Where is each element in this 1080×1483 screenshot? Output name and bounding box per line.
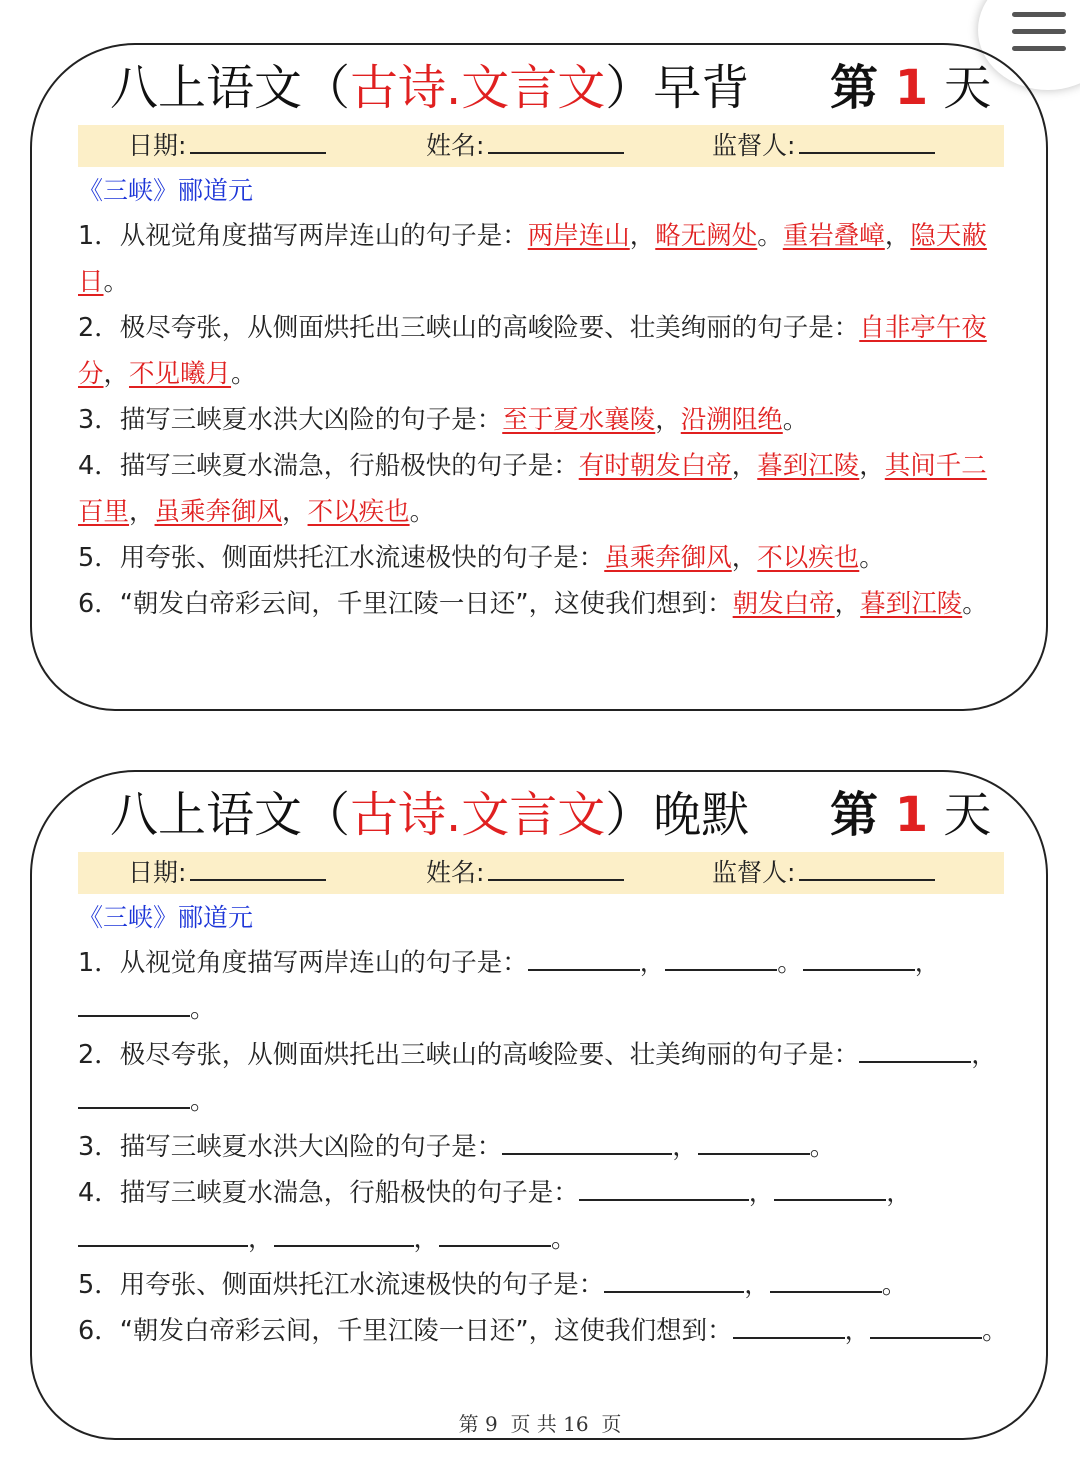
question-4: 4．描写三峡夏水湍急，行船极快的句子是：有时朝发白帝，暮到江陵，其间千二百里，虽乘奔御风，不以疾也。 [78, 451, 987, 527]
question-5: 5．用夸张、侧面烘托江水流速极快的句子是： ， 。 [78, 1262, 1008, 1308]
question-6: 6．“朝发白帝彩云间，千里江陵一日还”，这使我们想到： ， 。 [78, 1308, 1008, 1354]
question-5: 5．用夸张、侧面烘托江水流速极快的句子是：虽乘奔御风，不以疾也。 [78, 543, 885, 573]
answer-blank[interactable] [870, 1313, 982, 1339]
answer-blank[interactable] [774, 1175, 886, 1201]
answer-blank[interactable] [733, 1313, 845, 1339]
answer-blank[interactable] [528, 945, 640, 971]
card-title: 八上语文（古诗.文言文）晚默 第 1 天 [110, 782, 1010, 848]
answer-blank[interactable] [579, 1175, 749, 1201]
answer-blank[interactable] [859, 1037, 971, 1063]
day-counter: 第 1 天 [830, 787, 992, 843]
page-number: 第 9 页 共 16 页 [458, 1412, 622, 1436]
question-2: 2．极尽夸张，从侧面烘托出三峡山的高峻险要、壮美绚丽的句子是：自非亭午夜分，不见曦月。 [78, 313, 987, 389]
answer-blank[interactable] [803, 945, 915, 971]
evening-dictation-card [30, 770, 1048, 1440]
name-field[interactable]: 姓名: [426, 125, 624, 167]
card-title: 八上语文（古诗.文言文）早背 第 1 天 [110, 55, 1010, 121]
question-1: 1．从视觉角度描写两岸连山的句子是：两岸连山，略无阙处。重岩叠嶂，隐天蔽日。 [78, 221, 987, 297]
answer-blank[interactable] [698, 1129, 810, 1155]
morning-recitation-card [30, 43, 1048, 711]
answer-blank[interactable] [604, 1267, 744, 1293]
answer-blank[interactable] [78, 991, 190, 1017]
name-field[interactable]: 姓名: [426, 852, 624, 894]
question-3: 3．描写三峡夏水洪大凶险的句子是：至于夏水襄陵，沿溯阻绝。 [78, 405, 809, 435]
answer-blank[interactable] [78, 1083, 190, 1109]
question-1: 1．从视觉角度描写两岸连山的句子是： ， 。 ，。 [78, 940, 1008, 1032]
question-2: 2．极尽夸张，从侧面烘托出三峡山的高峻险要、壮美绚丽的句子是： ，。 [78, 1032, 1008, 1124]
info-bar [78, 852, 1004, 894]
supervisor-field[interactable]: 监督人: [712, 852, 935, 894]
answer-blank[interactable] [770, 1267, 882, 1293]
supervisor-field[interactable]: 监督人: [712, 125, 935, 167]
question-6: 6．“朝发白帝彩云间，千里江陵一日还”，这使我们想到：朝发白帝，暮到江陵。 [78, 589, 988, 619]
hamburger-menu-icon[interactable] [1012, 12, 1066, 52]
day-counter: 第 1 天 [830, 60, 992, 116]
answer-blank[interactable] [665, 945, 777, 971]
answer-blank[interactable] [502, 1129, 672, 1155]
date-field[interactable]: 日期: [128, 125, 326, 167]
text-source: 《三峡》郦道元 [78, 903, 254, 932]
question-3: 3．描写三峡夏水洪大凶险的句子是： ， 。 [78, 1124, 1008, 1170]
answer-blank[interactable] [274, 1221, 414, 1247]
answer-blank[interactable] [439, 1221, 551, 1247]
answer-blank[interactable] [78, 1221, 248, 1247]
text-source: 《三峡》郦道元 [78, 176, 254, 205]
question-4: 4．描写三峡夏水湍急，行船极快的句子是： ， ，， ， 。 [78, 1170, 1008, 1262]
date-field[interactable]: 日期: [128, 852, 326, 894]
info-bar [78, 125, 1004, 167]
